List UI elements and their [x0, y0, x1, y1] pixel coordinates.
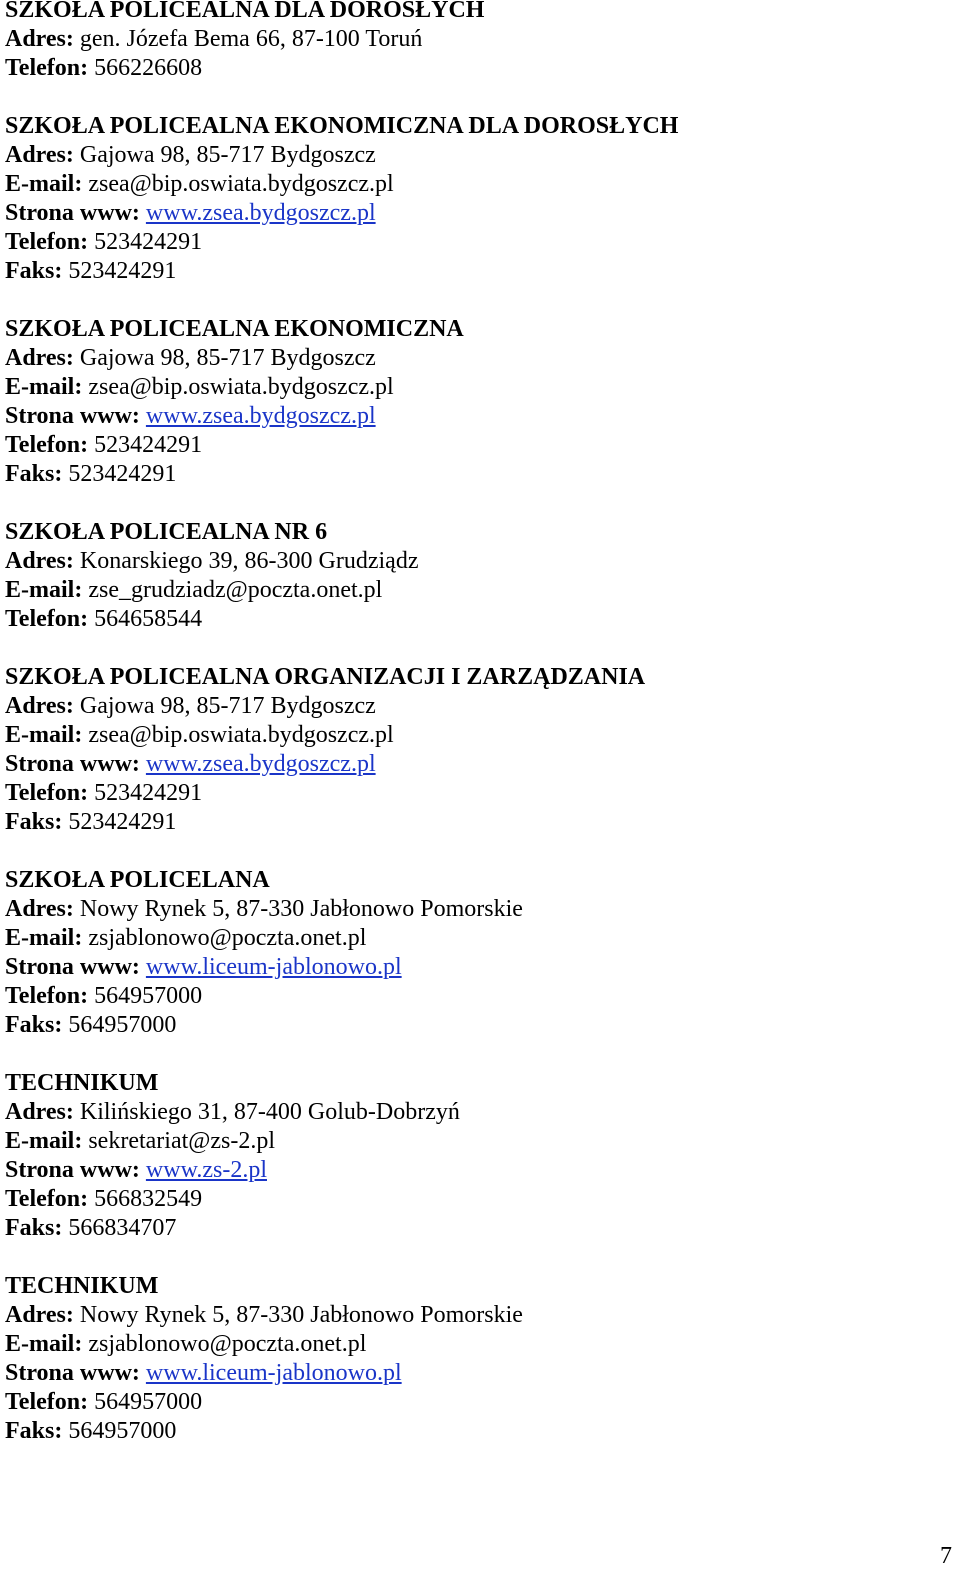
school-name: TECHNIKUM	[5, 1070, 159, 1096]
school-name: SZKOŁA POLICEALNA EKONOMICZNA	[5, 316, 464, 342]
field-value: Konarskiego 39, 86-300 Grudziądz	[79, 548, 419, 574]
field-line	[5, 576, 945, 605]
field-label: Telefon:	[5, 229, 89, 255]
field-line	[5, 547, 945, 576]
field-value: 523424291	[94, 432, 203, 458]
field-line	[5, 779, 945, 808]
school-entry	[5, 112, 945, 286]
field-line	[5, 1098, 945, 1127]
field-line	[5, 228, 945, 257]
field-line	[5, 924, 945, 953]
school-entry	[5, 866, 945, 1040]
field-value: Gajowa 98, 85-717 Bydgoszcz	[79, 345, 376, 371]
school-name: SZKOŁA POLICEALNA DLA DOROSŁYCH	[5, 0, 485, 23]
field-label: Adres:	[5, 142, 74, 168]
field-label: Telefon:	[5, 55, 89, 81]
field-line	[5, 721, 945, 750]
field-label: Telefon:	[5, 780, 89, 806]
field-value: 564957000	[94, 1389, 203, 1415]
website-link[interactable]: www.zsea.bydgoszcz.pl	[145, 200, 376, 226]
field-value: 566834707	[68, 1215, 177, 1241]
field-line	[5, 895, 945, 924]
field-label: Telefon:	[5, 983, 89, 1009]
website-link[interactable]: www.zs-2.pl	[145, 1157, 267, 1183]
field-label: Adres:	[5, 26, 74, 52]
field-value: 564957000	[94, 983, 203, 1009]
school-entry	[5, 1272, 945, 1446]
field-label: Strona www:	[5, 403, 140, 429]
field-line	[5, 953, 945, 982]
field-line	[5, 1417, 945, 1446]
website-link[interactable]: www.zsea.bydgoszcz.pl	[145, 403, 376, 429]
field-label: E-mail:	[5, 171, 83, 197]
field-label: Adres:	[5, 1099, 74, 1125]
school-entry	[5, 518, 945, 634]
field-line	[5, 692, 945, 721]
field-value: 564957000	[68, 1418, 177, 1444]
field-label: E-mail:	[5, 1331, 83, 1357]
field-value: zsjablonowo@poczta.onet.pl	[88, 925, 367, 951]
field-line	[5, 1214, 945, 1243]
school-name: SZKOŁA POLICEALNA EKONOMICZNA DLA DOROSŁYCH	[5, 113, 679, 139]
field-label: Strona www:	[5, 1360, 140, 1386]
field-label: Faks:	[5, 1012, 63, 1038]
field-line	[5, 431, 945, 460]
field-line	[5, 1301, 945, 1330]
field-label: Strona www:	[5, 200, 140, 226]
field-label: E-mail:	[5, 374, 83, 400]
field-label: Telefon:	[5, 432, 89, 458]
field-line	[5, 1330, 945, 1359]
field-line	[5, 141, 945, 170]
field-value: 523424291	[94, 780, 203, 806]
document-page	[5, 0, 945, 1475]
field-label: Adres:	[5, 548, 74, 574]
school-entry	[5, 0, 945, 83]
field-line	[5, 344, 945, 373]
field-label: E-mail:	[5, 925, 83, 951]
field-value: Nowy Rynek 5, 87-330 Jabłonowo Pomorskie	[79, 1302, 523, 1328]
field-label: Strona www:	[5, 751, 140, 777]
field-line	[5, 25, 945, 54]
field-line	[5, 808, 945, 837]
field-line	[5, 605, 945, 634]
website-link[interactable]: www.zsea.bydgoszcz.pl	[145, 751, 376, 777]
field-label: Faks:	[5, 1418, 63, 1444]
field-value: 523424291	[94, 229, 203, 255]
field-label: Faks:	[5, 258, 63, 284]
field-value: zsea@bip.oswiata.bydgoszcz.pl	[88, 171, 394, 197]
field-line	[5, 373, 945, 402]
school-name: TECHNIKUM	[5, 1273, 159, 1299]
field-line	[5, 170, 945, 199]
field-value: zsjablonowo@poczta.onet.pl	[88, 1331, 367, 1357]
field-label: Telefon:	[5, 1186, 89, 1212]
field-value: 566226608	[94, 55, 203, 81]
field-label: E-mail:	[5, 722, 83, 748]
school-entry	[5, 1069, 945, 1243]
field-label: Telefon:	[5, 606, 89, 632]
field-value: 566832549	[94, 1186, 203, 1212]
field-value: Gajowa 98, 85-717 Bydgoszcz	[79, 693, 376, 719]
school-entry	[5, 315, 945, 489]
field-label: Strona www:	[5, 954, 140, 980]
school-entry	[5, 663, 945, 837]
field-value: 564658544	[94, 606, 203, 632]
field-label: Adres:	[5, 345, 74, 371]
field-line	[5, 1127, 945, 1156]
school-name: SZKOŁA POLICEALNA NR 6	[5, 519, 328, 545]
school-name: SZKOŁA POLICELANA	[5, 867, 270, 893]
field-value: 523424291	[68, 809, 177, 835]
field-line	[5, 1156, 945, 1185]
field-value: zse_grudziadz@poczta.onet.pl	[88, 577, 383, 603]
field-value: Nowy Rynek 5, 87-330 Jabłonowo Pomorskie	[79, 896, 523, 922]
field-label: Faks:	[5, 809, 63, 835]
field-line	[5, 460, 945, 489]
field-value: gen. Józefa Bema 66, 87-100 Toruń	[79, 26, 423, 52]
field-label: Adres:	[5, 1302, 74, 1328]
field-label: Adres:	[5, 693, 74, 719]
field-label: E-mail:	[5, 577, 83, 603]
field-value: 523424291	[68, 258, 177, 284]
field-value: zsea@bip.oswiata.bydgoszcz.pl	[88, 722, 394, 748]
field-value: Kilińskiego 31, 87-400 Golub-Dobrzyń	[79, 1099, 460, 1125]
field-line	[5, 54, 945, 83]
field-value: 564957000	[68, 1012, 177, 1038]
field-line	[5, 750, 945, 779]
school-list	[5, 0, 945, 1446]
field-label: Strona www:	[5, 1157, 140, 1183]
field-value: Gajowa 98, 85-717 Bydgoszcz	[79, 142, 376, 168]
field-label: Adres:	[5, 896, 74, 922]
field-value: sekretariat@zs-2.pl	[88, 1128, 276, 1154]
field-line	[5, 1388, 945, 1417]
field-line	[5, 1359, 945, 1388]
field-label: E-mail:	[5, 1128, 83, 1154]
field-line	[5, 402, 945, 431]
field-line	[5, 257, 945, 286]
page-number: 7	[940, 1543, 952, 1569]
field-label: Telefon:	[5, 1389, 89, 1415]
field-value: 523424291	[68, 461, 177, 487]
website-link[interactable]: www.liceum-jablonowo.pl	[145, 954, 402, 980]
field-line	[5, 1185, 945, 1214]
website-link[interactable]: www.liceum-jablonowo.pl	[145, 1360, 402, 1386]
field-line	[5, 199, 945, 228]
field-line	[5, 982, 945, 1011]
field-label: Faks:	[5, 461, 63, 487]
field-label: Faks:	[5, 1215, 63, 1241]
field-line	[5, 1011, 945, 1040]
school-name: SZKOŁA POLICEALNA ORGANIZACJI I ZARZĄDZANIA	[5, 664, 646, 690]
field-value: zsea@bip.oswiata.bydgoszcz.pl	[88, 374, 394, 400]
